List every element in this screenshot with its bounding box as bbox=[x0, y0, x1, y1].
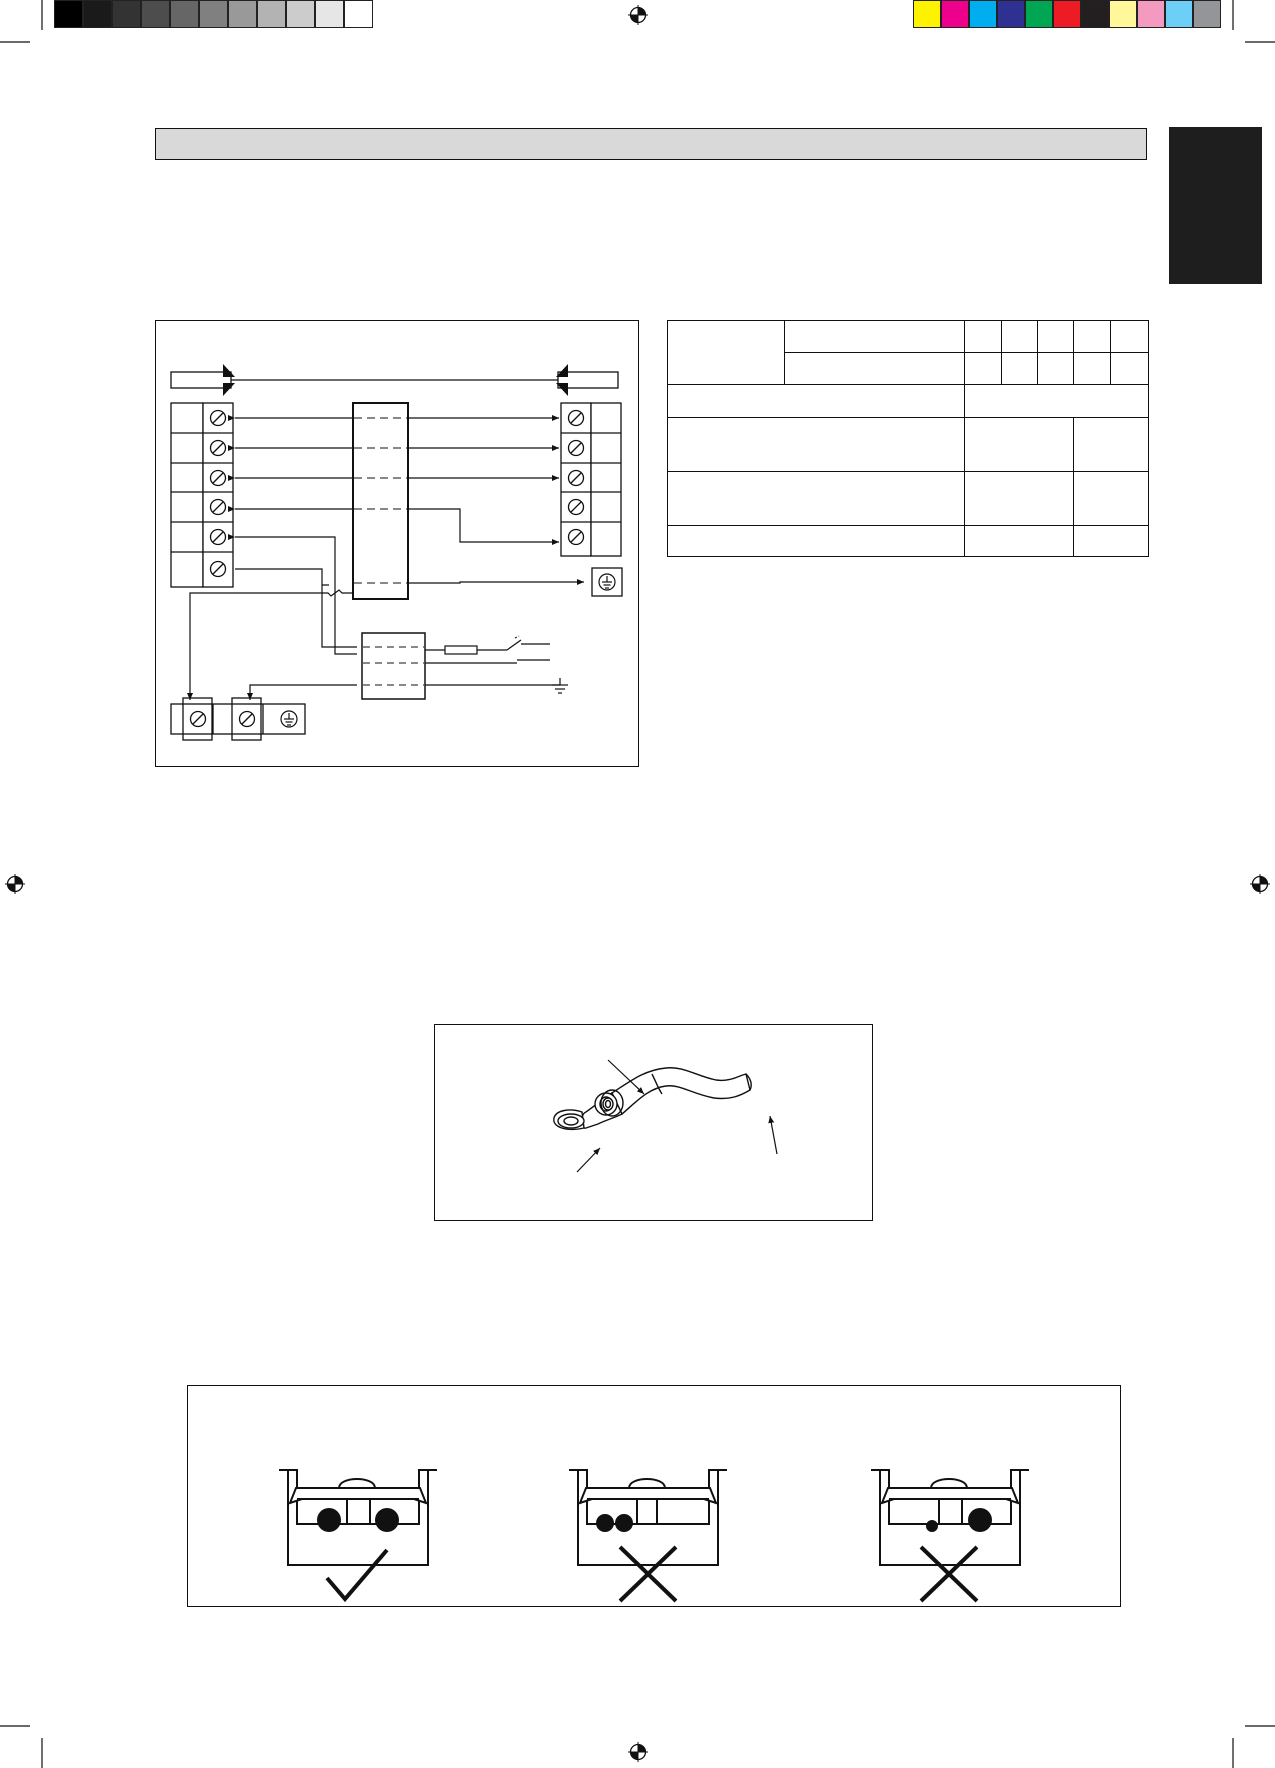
table-cell bbox=[1074, 353, 1111, 385]
table-cell bbox=[785, 353, 965, 385]
table-cell bbox=[668, 418, 965, 472]
table-row bbox=[668, 526, 1149, 557]
section-tab bbox=[1169, 127, 1262, 284]
cross-mark-icon bbox=[921, 1547, 977, 1601]
table-cell bbox=[965, 472, 1074, 526]
table-cell bbox=[1111, 353, 1149, 385]
table-cell bbox=[1074, 472, 1149, 526]
connection-example-incorrect bbox=[871, 1470, 1029, 1565]
registration-mark-icon bbox=[5, 874, 25, 894]
table-cell bbox=[1002, 353, 1038, 385]
arrow-icon bbox=[223, 383, 235, 396]
registration-mark-icon bbox=[628, 5, 648, 25]
table-row bbox=[668, 385, 1149, 418]
arrow-icon bbox=[223, 364, 235, 377]
connection-example-correct bbox=[279, 1470, 437, 1565]
ring-terminal-icon bbox=[554, 1090, 623, 1129]
fuse-icon bbox=[445, 646, 477, 654]
wire-icon bbox=[612, 1068, 751, 1114]
leader-arrow-icon bbox=[577, 1148, 600, 1172]
table-row bbox=[668, 472, 1149, 526]
check-mark-icon bbox=[327, 1550, 387, 1599]
spec-table bbox=[667, 320, 1149, 557]
table-cell bbox=[668, 385, 965, 418]
switch-icon bbox=[507, 636, 521, 650]
table-cell bbox=[1038, 353, 1074, 385]
table-cell bbox=[965, 526, 1074, 557]
ring-terminal-drawing bbox=[434, 1024, 873, 1221]
table-cell bbox=[965, 321, 1002, 353]
cross-mark-icon bbox=[620, 1547, 676, 1601]
table-cell bbox=[965, 418, 1074, 472]
table-cell bbox=[668, 526, 965, 557]
table-cell bbox=[1074, 526, 1149, 557]
table-cell bbox=[1038, 321, 1074, 353]
table-cell bbox=[668, 472, 965, 526]
table-row bbox=[668, 321, 1149, 353]
registration-mark-icon bbox=[1250, 874, 1270, 894]
table-cell bbox=[1111, 321, 1149, 353]
table-cell bbox=[1002, 321, 1038, 353]
table-cell bbox=[965, 353, 1002, 385]
table-cell bbox=[785, 321, 965, 353]
table-cell bbox=[965, 385, 1149, 418]
table-cell bbox=[668, 321, 785, 385]
leader-arrow-icon bbox=[770, 1116, 777, 1154]
connection-example-incorrect bbox=[569, 1470, 727, 1565]
ground-symbol-icon bbox=[552, 678, 568, 693]
connection-examples-drawing bbox=[187, 1385, 1121, 1607]
registration-mark-icon bbox=[628, 1742, 648, 1762]
table-row bbox=[668, 418, 1149, 472]
section-header-bar bbox=[155, 128, 1147, 160]
table-cell bbox=[1074, 418, 1149, 472]
table-cell bbox=[1074, 321, 1111, 353]
wiring-diagram-drawing bbox=[155, 320, 639, 767]
